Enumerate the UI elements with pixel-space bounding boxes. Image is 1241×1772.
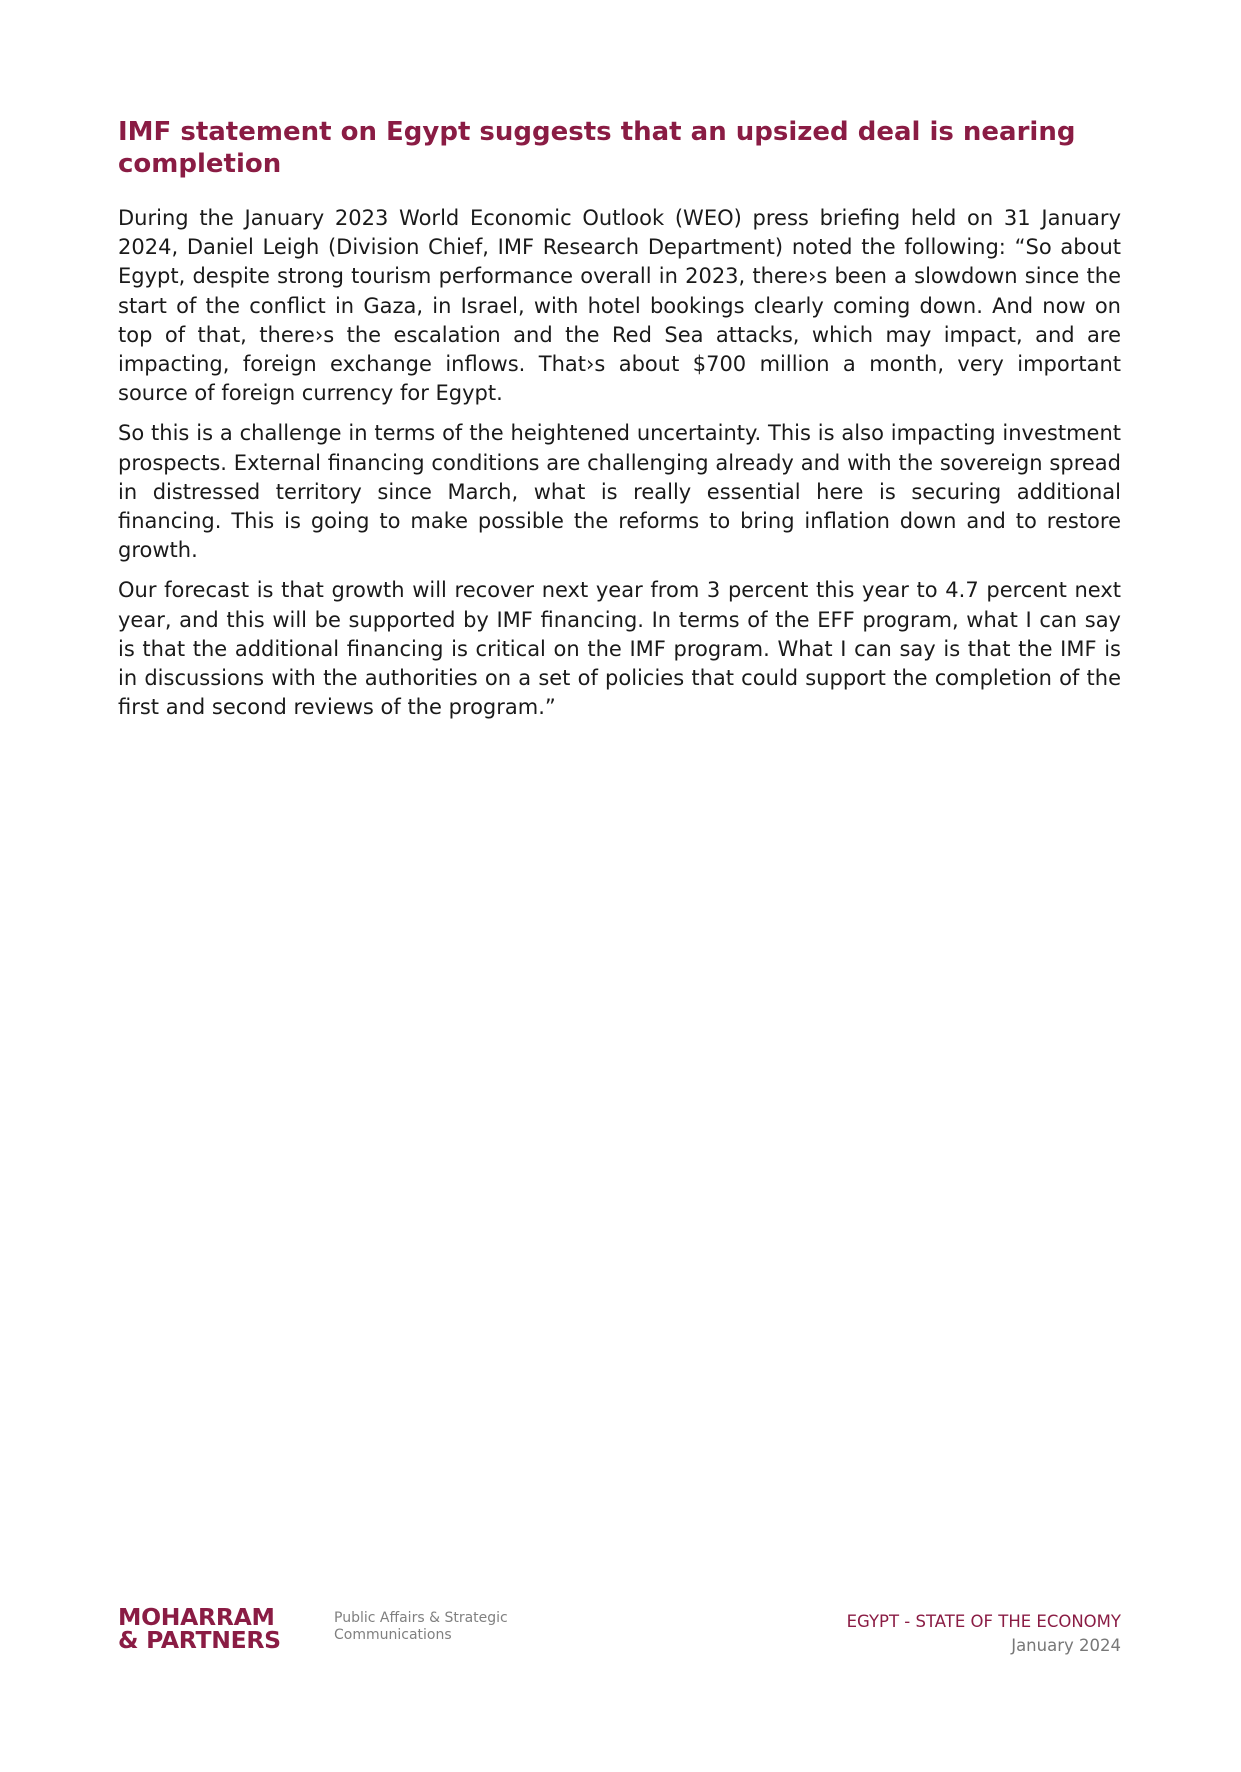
- report-title: EGYPT - STATE OF THE ECONOMY: [846, 1612, 1121, 1631]
- article-paragraph-2: So this is a challenge in terms of the heightened uncertainty. This is also impacting investment prospects. External financing conditions are challenging already and with the sovereign spread in distressed territory since March, what is really essential here is securing additional financing. This is going to make possible the reforms to bring inflation down and to restore growth.: [118, 421, 1121, 563]
- article: [118, 116, 1121, 733]
- tagline-line-1: Public Affairs & Strategic: [334, 1610, 508, 1626]
- article-paragraph-3: Our forecast is that growth will recover next year from 3 percent this year to 4.7 percent next year, and this will be supported by IMF financing. In terms of the EFF program, what I can say is that the additional financing is critical on the IMF program. What I can say is that the IMF is in discussions with the authorities on a set of policies that could support the completion of the first and second reviews of the program.”: [118, 578, 1121, 720]
- article-paragraph-1: During the January 2023 World Economic Outlook (WEO) press briefing held on 31 January 2024, Daniel Leigh (Division Chief, IMF Research Department) noted the following: “So about Egypt, despite strong tourism performance overall in 2023, there›s been a slowdown since the start of the conflict in Gaza, in Israel, with hotel bookings clearly coming down. And now on top of that, there›s the escalation and the Red Sea attacks, which may impact, and are impacting, foreign exchange inflows. That›s about $700 million a month, very important source of foreign currency for Egypt.: [118, 206, 1121, 406]
- logo-line-2: & PARTNERS: [118, 1626, 281, 1654]
- logo-line-1: MOHARRAM: [118, 1603, 275, 1631]
- article-title: IMF statement on Egypt suggests that an upsized deal is nearing completion: [118, 117, 1076, 179]
- company-tagline: [334, 1610, 554, 1644]
- report-date: January 2024: [1011, 1636, 1121, 1655]
- tagline-line-2: Communications: [334, 1627, 452, 1643]
- company-logo: [118, 1603, 328, 1654]
- footer-report-info: [847, 1610, 1121, 1658]
